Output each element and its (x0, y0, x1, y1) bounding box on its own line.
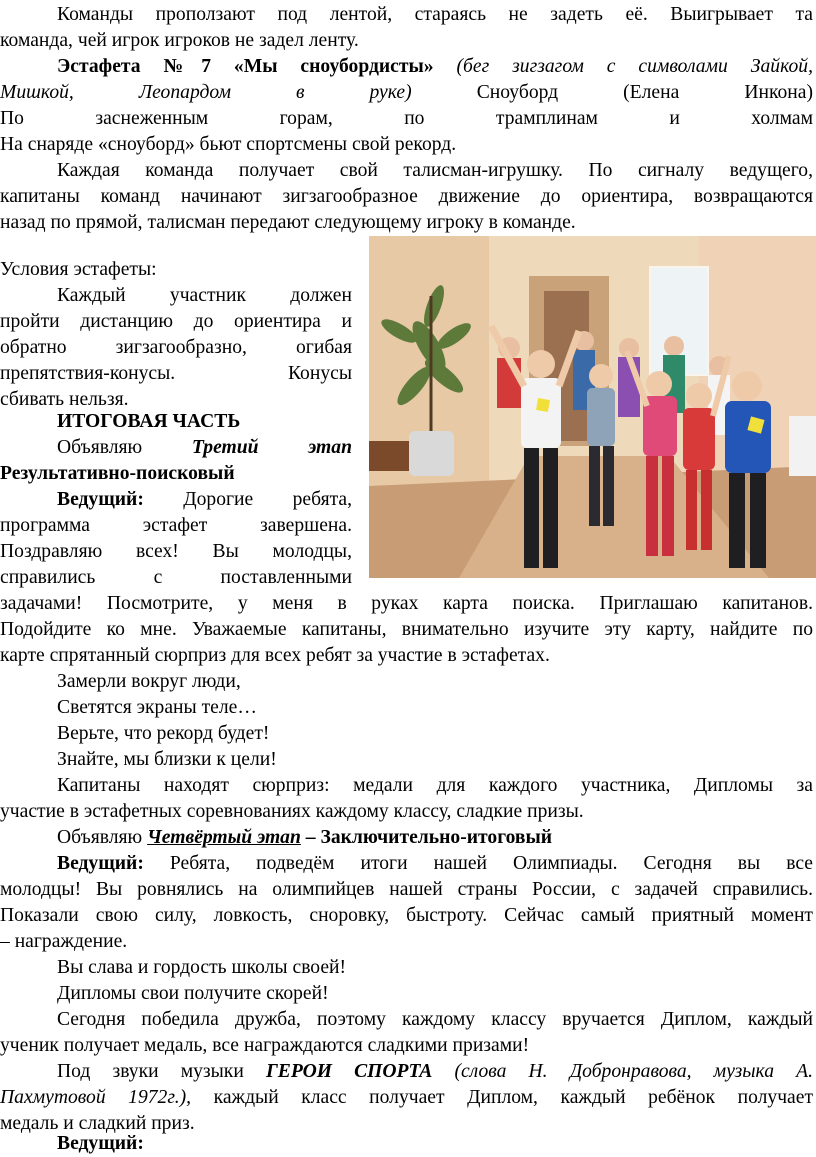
final-part-heading: ИТОГОВАЯ ЧАСТЬ (57, 411, 241, 432)
paragraph-line: Каждый участник должен (57, 285, 352, 306)
host-speech: Ведущий: Ребята, подведём итоги нашей Олимпиады. Сегодня вы все (57, 853, 813, 874)
paragraph-line: препятствия-конусы. Конусы (0, 363, 352, 384)
children-relay-photo (369, 236, 816, 578)
paragraph-line: обратно зигзагообразно, огибая (0, 337, 352, 358)
host-label: Ведущий: (57, 1133, 144, 1154)
paragraph-line: назад по прямой, талисман передают следующему игроку в команде. (0, 212, 576, 233)
poem-line: Знайте, мы близки к цели! (57, 749, 277, 770)
paragraph-line: Капитаны находят сюрприз: медали для каждого участника, Дипломы за (57, 775, 813, 796)
stage-3-title: Результативно-поисковый (0, 463, 235, 484)
paragraph-line: Показали свою силу, ловкость, сноровку, быстроту. Сейчас самый приятный момент (0, 905, 813, 926)
poem-line: Замерли вокруг люди, (57, 671, 241, 692)
paragraph-line: молодцы! Вы ровнялись на олимпийцев нашей страны России, с задачей справились. (0, 879, 813, 900)
poem-line: Дипломы свои получите скорей! (57, 983, 329, 1004)
paragraph-line: задачами! Посмотрите, у меня в руках карта поиска. Приглашаю капитанов. (0, 593, 813, 614)
paragraph-line: справились с поставленными (0, 567, 352, 588)
paragraph-line: участие в эстафетных соревнованиях каждому классу, сладкие призы. (0, 801, 584, 822)
paragraph-line: Каждая команда получает свой талисман-игрушку. По сигналу ведущего, (57, 160, 813, 181)
stage-4-announce: Объявляю Четвёртый этап – Заключительно-итоговый (57, 827, 553, 848)
paragraph-line: пройти дистанцию до ориентира и (0, 311, 352, 332)
poem-line: Светятся экраны теле… (57, 697, 257, 718)
paragraph-line: сбивать нельзя. (0, 389, 129, 410)
paragraph-line: Пахмутовой 1972г.), каждый класс получает Диплом, каждый ребёнок получает (0, 1087, 814, 1108)
paragraph-line: Команды проползают под лентой, стараясь не задеть её. Выигрывает та (57, 4, 813, 25)
paragraph-line: капитаны команд начинают зигзагообразное движение до ориентира, возвращаются (0, 186, 813, 207)
paragraph-line: программа эстафет завершена. (0, 515, 352, 536)
relay-conditions-title: Условия эстафеты: (0, 259, 157, 280)
paragraph-line: медаль и сладкий приз. (0, 1113, 195, 1134)
relay-7-heading: Эстафета №7 «Мы сноубордисты» (бег зигзагом с символами Зайкой, (57, 56, 813, 77)
relay-7-heading-cont: Мишкой, Леопардом в руке) Сноуборд (Елена Инкона) (0, 82, 813, 103)
paragraph-line: карте спрятанный сюрприз для всех ребят за участие в эстафетах. (0, 645, 550, 666)
host-speech: Ведущий: Дорогие ребята, (57, 489, 352, 510)
paragraph-line: Подойдите ко мне. Уважаемые капитаны, внимательно изучите эту карту, найдите по (0, 619, 813, 640)
paragraph-line: команда, чей игрок игроков не задел ленту. (0, 30, 359, 51)
poem-line: Вы слава и гордость школы своей! (57, 957, 347, 978)
paragraph-line: Поздравляю всех! Вы молодцы, (0, 541, 352, 562)
stage-3-announce: Объявляю Третий этап (57, 437, 352, 458)
poem-line: Верьте, что рекорд будет! (57, 723, 270, 744)
paragraph-line: ученик получает медаль, все награждаются сладкими призами! (0, 1035, 530, 1056)
poem-line: По заснеженным горам, по трамплинам и холмам (0, 108, 813, 129)
paragraph-line: – награждение. (0, 931, 128, 952)
paragraph-line: Сегодня победила дружба, поэтому каждому классу вручается Диплом, каждый (57, 1009, 813, 1030)
paragraph-line: Под звуки музыки ГЕРОИ СПОРТА (слова Н. Добронравова, музыка А. (57, 1061, 813, 1082)
poem-line: На снаряде «сноуборд» бьют спортсмены свой рекорд. (0, 134, 457, 155)
